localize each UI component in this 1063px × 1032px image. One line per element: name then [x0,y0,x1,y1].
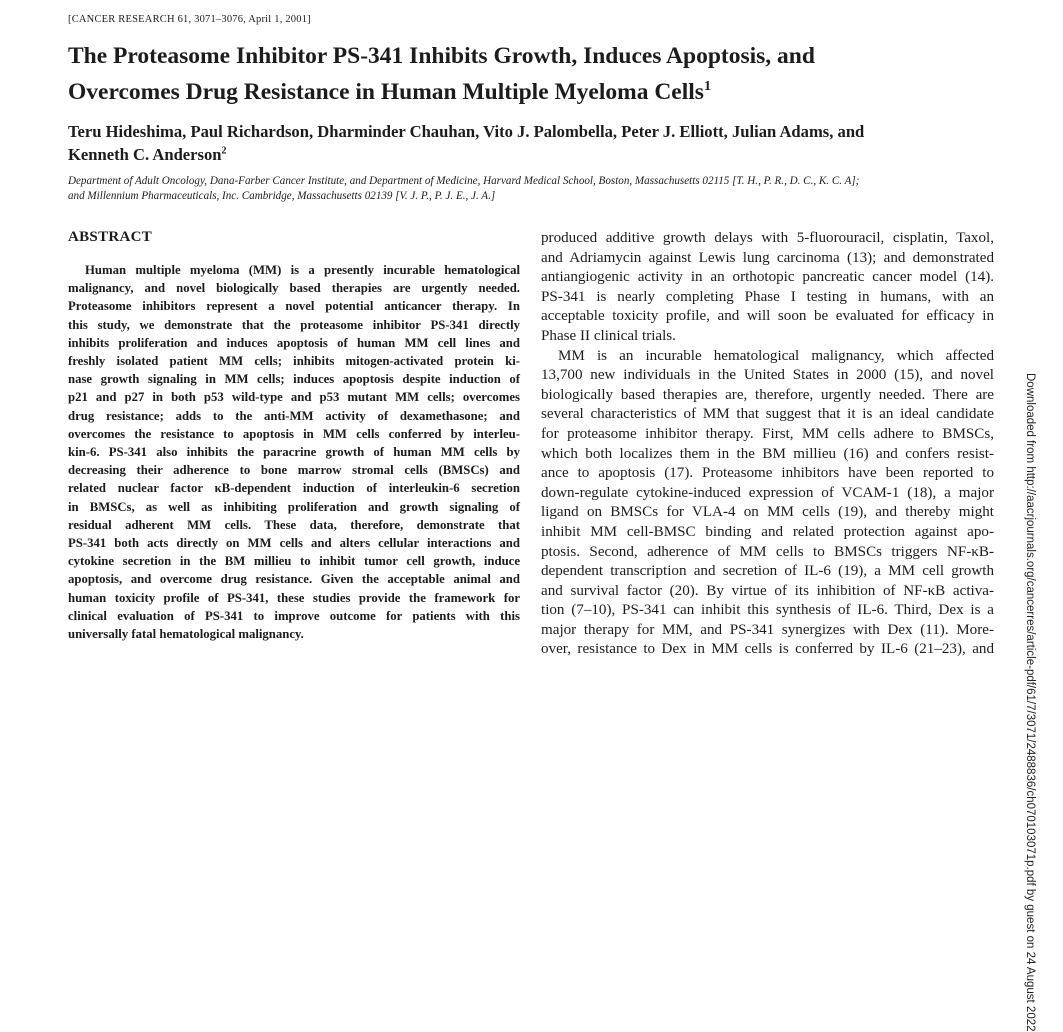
abstract-line: decreasing their adherence to bone marrow stromal cells (BMSCs) and [68,463,520,478]
abstract-heading: ABSTRACT [68,229,153,245]
title-line-1: The Proteasome Inhibitor PS-341 Inhibits Growth, Induces Apoptosis, and [68,43,815,69]
authors-footnote-marker[interactable]: 2 [221,145,227,157]
affiliation-line-1: Department of Adult Oncology, Dana-Farber Cancer Institute, and Department of Medicine, Harvard Medical School, Boston, Massachusetts 02115 [T. H., P. R., D. C., K. C. A]; [68,175,860,187]
body-line: for proteasome inhibitor therapy. First, MM cells adhere to BMSCs, [541,425,994,442]
body-line: and Adriamycin against Lewis lung carcinoma (13); and demonstrated [541,249,994,266]
abstract-line: freshly isolated patient MM cells; inhibits mitogen-activated protein ki- [68,354,520,369]
abstract-line: inhibits proliferation and induces apoptosis of human MM cell lines and [68,335,520,350]
abstract-line: clinical evaluation of PS-341 to improve outcome for patients with this [68,608,520,623]
body-line: over, resistance to Dex in MM cells is conferred by IL-6 (21–23), and [541,641,994,658]
abstract-line: drug resistance; adds to the anti-MM activity of dexamethasone; and [68,408,520,423]
abstract-text [68,261,520,643]
abstract-line: cytokine secretion in the BM millieu to inhibit tumor cell growth, induce [68,554,520,569]
abstract-line: nase growth signaling in MM cells; induces apoptosis despite induction of [68,372,520,387]
body-line: 13,700 new individuals in the United States in 2000 (15), and novel [541,367,994,384]
body-line: MM is an incurable hematological malignancy, which affected [558,347,994,364]
abstract-line: PS-341 both acts directly on MM cells and alters cellular interactions and [68,536,520,551]
body-line: antiangiogenic activity in an orthotopic pancreatic cancer model (14). [541,269,994,286]
body-line: PS-341 is nearly completing Phase I testing in humans, with an [541,288,994,305]
body-text-column [541,229,994,660]
body-line: acceptable toxicity profile, and will soon be evaluated for efficacy in [541,308,994,325]
body-line: dependent transcription and secretion of IL-6 (19), a MM cell growth [541,563,994,580]
abstract-line: p21 and p27 in both p53 wild-type and p53 mutant MM cells; overcomes [68,390,520,405]
authors-line-1: Teru Hideshima, Paul Richardson, Dharminder Chauhan, Vito J. Palombella, Peter J. Elliott, Julian Adams, and [68,122,865,141]
journal-reference: [CANCER RESEARCH 61, 3071–3076, April 1, 2001] [68,14,311,25]
abstract-line: apoptosis, and overcome drug resistance. Given the acceptable animal and [68,572,520,587]
body-line: Phase II clinical trials. [541,327,676,344]
affiliation [68,174,998,204]
download-watermark [1016,373,1044,1032]
title-line-2: Overcomes Drug Resistance in Human Multiple Myeloma Cells [68,79,704,105]
body-line: several characteristics of MM that suggest that it is an ideal candidate [541,406,994,423]
abstract-line: Proteasome inhibitors represent a novel potential anticancer therapy. In [68,299,520,314]
abstract-line: overcomes the resistance to apoptosis in MM cells conferred by interleu- [68,426,520,441]
body-line: tion (7–10), PS-341 can inhibit this synthesis of IL-6. Third, Dex is a [541,602,994,619]
body-line: ance to apoptosis (17). Proteasome inhibitors have been reported to [541,465,994,482]
author-list [68,120,998,166]
body-line: and survival factor (20). By virtue of its inhibition of NF-κB activa- [541,582,994,599]
body-line: produced additive growth delays with 5-fluorouracil, cisplatin, Taxol, [541,230,994,246]
abstract-line: related nuclear factor κB-dependent induction of interleukin-6 secretion [68,481,520,496]
abstract-line: Human multiple myeloma (MM) is a presently incurable hematological [85,263,520,277]
abstract-line: malignancy, and novel biologically based therapies are urgently needed. [68,281,520,296]
body-line: biologically based therapies are, therefore, urgently needed. There are [541,386,994,403]
abstract-line: in BMSCs, as well as inhibiting proliferation and growth signaling of [68,499,520,514]
body-line: which both localizes them in the BM millieu (16) and confers resist- [541,445,994,462]
abstract-line: universally fatal hematological malignancy. [68,627,304,642]
body-line: ptosis. Second, adherence of MM cells to BMSCs triggers NF-κB- [541,543,994,560]
body-line: major therapy for MM, and PS-341 synergizes with Dex (11). More- [541,621,994,638]
affiliation-line-2: and Millennium Pharmaceuticals, Inc. Cambridge, Massachusetts 02139 [V. J. P., P. J. E., J. A.] [68,190,496,202]
body-line: inhibit MM cell-BMSC binding and related protection against apo- [541,523,994,540]
body-line: down-regulate cytokine-induced expression of VCAM-1 (18), a major [541,484,994,501]
body-line: ligand on BMSCs for VLA-4 on MM cells (19), and thereby might [541,504,994,521]
abstract-line: human toxicity profile of PS-341, these studies provide the framework for [68,590,520,605]
abstract-line: this study, we demonstrate that the proteasome inhibitor PS-341 directly [68,317,520,332]
title-footnote-marker[interactable]: 1 [703,78,711,95]
watermark-text: Downloaded from http://aacrjournals.org/cancerres/article-pdf/61/7/3071/2488836/ch070103071p.pdf by guest on 24 August 2022 [1024,373,1036,1032]
abstract-line: residual adherent MM cells. These data, therefore, demonstrate that [68,517,520,532]
article-title [68,38,998,110]
authors-line-2: Kenneth C. Anderson [68,145,222,164]
abstract-line: kin-6. PS-341 also inhibits the paracrine growth of human MM cells by [68,445,520,460]
